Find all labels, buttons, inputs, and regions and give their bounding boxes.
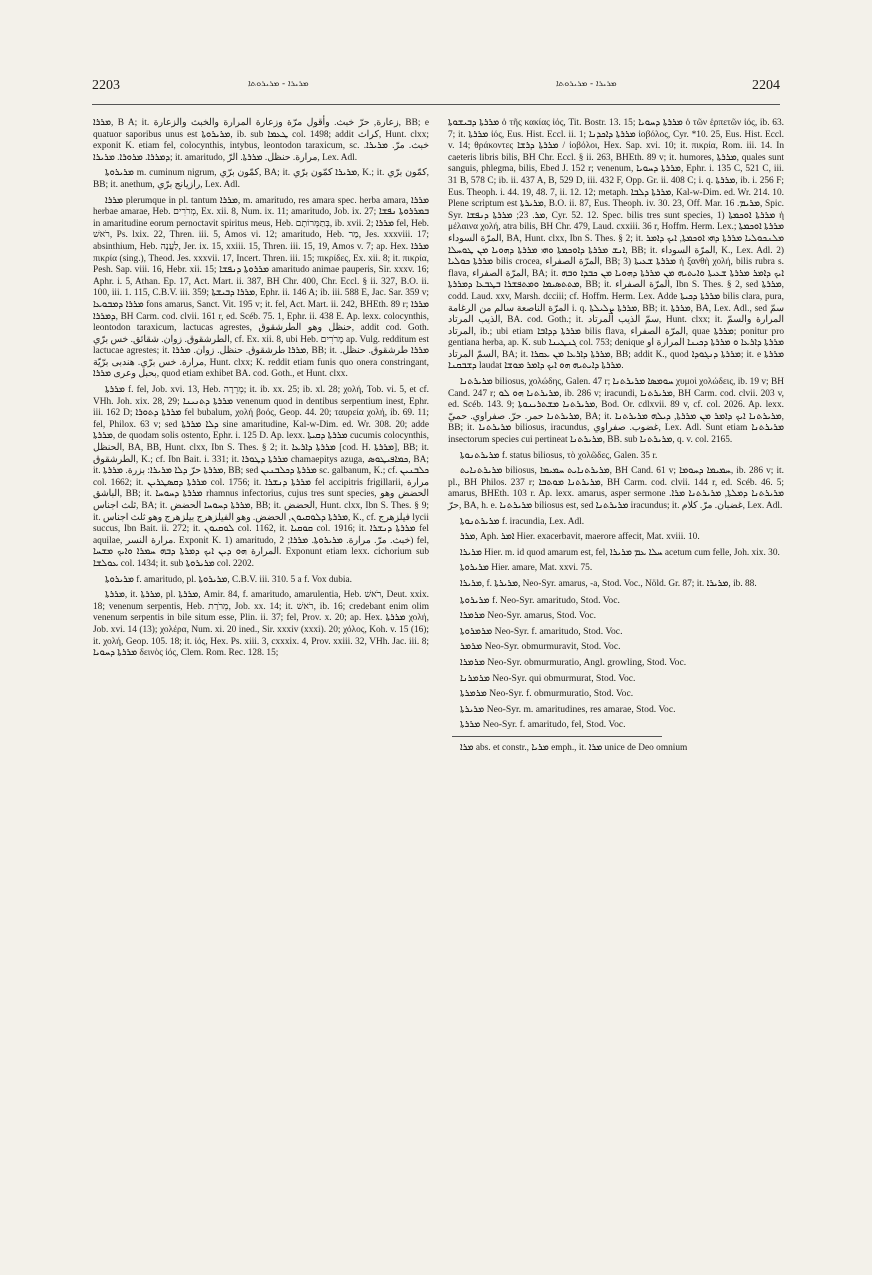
neo-entry: ܡܪܝܪܘܬܐ f. Neo-Syr. amaritudo, Stod. Voc. bbox=[460, 594, 620, 606]
entry-paragraph: ܡܪܝܪܘܬܐ f. amaritudo, pl. ܡܪܝܪܘܬܐ, C.B.V. iii. 310. 5 a f. Vox dubia. bbox=[105, 574, 352, 585]
left-column bbox=[93, 118, 429, 664]
neo-entry: ܡܪܡܪܐ Neo-Syr. obmurmuratio, Angl. growling, Stod. Voc. bbox=[460, 656, 687, 668]
entry-paragraph: ܡܪܝܪܬܢܘܬܐ f. iracundia, Lex. Adl. bbox=[460, 516, 585, 527]
neo-entry: ܡܪܡܪܘܬܐ Neo-Syr. f. amaritudo, Stod. Voc. bbox=[460, 625, 623, 637]
neo-entry: ܡܪܡܪ Neo-Syr. obmurmuravit, Stod. Voc. bbox=[460, 641, 621, 653]
neo-entry: ܡܪܝܪܬܐ Neo-Syr. m. amaritudines, res amarae, Stod. Voc. bbox=[460, 703, 676, 715]
entry-paragraph: ܡܪܪܐ, B A; it. زعارة, حرّ خبث. وأقول مرّة وزعارة المرارة والخبث والزعارة, BB; e quatuor saporibus unus est ܡܪܝܪܘܬܐ, ib. sub ܛܥܡܐ col. 1498; addit كراث, Hunt. clxx; exponit K. etiam fel, colocynthis, intybus, leontodon taraxicum, sc. خبث. مرّ. ܡܪܝܪܐ. ܕܡܪܪܐ. ܡܪܘܪܐ. ܡܪܝܪܐ; it. amaritudo, مرارة. حنظل. ܡܪܪܬܐ. الرّ, Lex. Adl. bbox=[93, 118, 429, 163]
entry-paragraph: ܡܪܝܪܘܬܐ m. cuminum nigrum, كمّون برّي, BA; it. ܡܪܝܪܐ كمّون برّي, K.; it. كمّون برّي, BB; it. anethum, رازيانج برّي, Lex. Adl. bbox=[93, 168, 429, 190]
neo-entry: ܡܪܡܪܐ Neo-Syr. amarus, Stod. Voc. bbox=[460, 610, 597, 622]
right-column bbox=[448, 118, 784, 759]
entry-paragraph: ܡܪܝܪܘܬܐ Hier. amare, Mat. xxvi. 75. bbox=[460, 563, 593, 574]
entry-paragraph: ܡܪܪܐ plerumque in pl. tantum ܡܪܪܐ, m. amaritudo, res amara spec. herba amara, ܡܪܪܐ herbae amarae, Heb. מְרֹרִים, Ex. xii. 8, Num. ix. 11; amaritudo, Job. ix. 27; ܒܡܪܪܘܬܐ ܢܦܫܐ in amaritudine eorum pernoctavit spiritus meus, Heb. בְּתַמְּרוֹתָם, ib. xvii. 2; ܡܪܪܐ fel, Heb. רֹאשׁ, Ps. lxix. 22, Thren. iii. 5, Amos vi. 12; amaritudo, Heb. מַר, Jes. xxxviii. 17; absinthium, Heb. לַעֲנָה, Jer. ix. 15, xxiii. 15, Thren. iii. 15, 19, Amos v. 7; ap. Hex. ܡܪܪܐ πικρία (sing.), Theod. Jes. xxxvii. 17, Incert. Thren. iii. 15; πικρίδες, Ex. xii. 8; it. πικρία, Pesh. Sap. viii. 16, Hebr. xii. 15; ܡܪܪܘܬܐ ܕܢܦܫܐ amaritudo animae pauperis, Sir. xxxv. 16; Aphr. i. 5, Athan. Ep. 17, Act. Mart. ii. 387, BH Chr. 400, Chr. Eccl. § ii. 327, B.O. ii. 100, iii. 1. 115, C.B.V. iii. 359; ܡܪܪܐ ܕܒܝܫܬܐ, Ephr. ii. 146 A; ib. iii. 588 E, Jac. Sar. 359 v; ܡܪܪܐ ܕܡܒܘܥܐ fons amarus, Sanct. Vit. 195 v; it. fel, Act. Mart. ii. 242, BHEth. 89 r; ܡܪܪܐ ܕܡܪܪܐ, BH Carm. cod. clvii. 161 r, ed. Scéb. 75. 1, Ephr. ii. 438 E. Ap. lexx. colocynthis, leontodon taraxicum, lactucas agrestes, حنظل وهو الطرشقوق, addit cod. Goth. الطرشقوق. زوان. شقائق. خس برّي, cf. Ex. xii. 8, ubi Heb. מְרֹרִים ap. Vulg. redditum est lactucae agrestes; it. ܡܪܪܐ طرشقوق. حنظل. زوان. ܡܪܪܐ, BB; it. ܡܪܪܐ طرشقوق. حنظل. مرارة. خس برّي. هندبى برّيّة, Hunt. clxx; K. reddit etiam funis quo onera constringant, بحبل وعرى ܡܪܪܐ, quod etiam exhibet BA. cod. Goth., et Hunt. clxx. bbox=[93, 195, 430, 380]
entry-paragraph: ܡܪܝܪܬܢܐ biliosus, χολώδης, Galen. 47 r; ܚܘܡܣܐ ܡܪܝܪܬܢܐ χυμοὶ χολώδεις, ib. 19 v; BH Cand. 247 r; ܡܪܝܪܬܢܐ ܗܘ ܠܘ, ib. 286 v; iracundi, ܡܪܝܪܬܢܐ, BH Carm. cod. clvii. 203 v, ed. Scéb. 143. 9; ܡܪܝܪܬܢܐ ܡܫܬܪܝܢܘܬܐ, Bod. Or. cdlxvii. 89 v, cf. col. 2026. Ap. lexx. ܡܪܝܪܬܢܐ حمر. حرّ. صفراوي. حميّ, BA; it. ܡܪܝܪܬܢܐ ܐܝܟ ܕܐܡܪ ܡܢ ܡܪܪܬܐ, ܕܝܠܗ ܡܪܝܪܬܢܐ, BB; it. ܡܪܝܪܬܢܐ biliosus, iracundus, غضوب. صفراوي, Lex. Adl. Sunt etiam ܡܪܝܪܬܢܐ insectorum species cui pertineat ܡܪܝܪܬܢܐ, BB. sub ܡܪܝܪܬܢܐ, q. v. col. 2165. bbox=[448, 377, 784, 446]
left-page-number: 2203 bbox=[92, 78, 120, 93]
entry-paragraph: ܡܪܝܪܬܢܐܝܬ biliosus, ܡܪܝܪܬܢܐܝܬ ܚܡܝܡܐ, BH Cand. 61 v; ܚܡܝܡܐ ܕܚܘܡܐ, ib. 286 v; it. pl., BH Philos. 237 r; ܡܪܝܪܬܢܐ ܡܘܬܒܐ, BH Carm. cod. clvii. 144 r, ed. Scéb. 46. 5; amarus, BHEth. 103 r. Ap. lexx. amarus, asper sermone ܡܪܝܪܬܢܐ ܕܡܠܬܐ, ܡܪܝܪܬܢܐ ܡܪܐ. حرّ, BA, h. e. ܡܪܝܪܬܢܐ biliosus est, sed ܡܪܝܪܬܢܐ iracundus; it. غضبان. مرّ. كلام, Lex. Adl. bbox=[448, 466, 784, 511]
page-header bbox=[92, 78, 780, 100]
right-running-title: ܡܪܝܪܐ - ܡܪܝܪܘܬܐ bbox=[556, 79, 617, 89]
right-page-number: 2204 bbox=[752, 78, 780, 93]
entry-paragraph: ܡܪܪܬܐ f. fel, Job. xvi. 13, Heb. מְרֵרָה; it. ib. xx. 25; ib. xl. 28; χολή, Tob. vi. 5, et cf. VHh. Joh. xix. 28, 29; ܡܪܪܬܐ ܕܬܢܝܢܐ venenum quod in dentibus serpentium inest, Ephr. iii. 162 D; ܡܪܪܬܐ ܕܬܘܪܐ fel bubalum, χολή βοός, Geop. 44. 20; ταυρεία χολή, ib. 69. 11; fel, Philox. 63 v; sed ܕܠܐ ܡܪܪܬܐ sine amaritudine, Kal-w-Dim. ed. Wr. 308. 20; adde ܡܪܪܬܐ, de quodam solis ostento, Ephr. i. 125 D. Ap. lexx. ܡܪܪܬܐ ܕܩܝܬܐ cucumis colocynthis, الحنظل, BA, BB, Hunt. clxx, Ibn S. Thes. § 2; it. ܡܪܪܬܐ ܕܐܪܥܐ [cod. H. ܡܪܪܬܐ], BB; it. الطرشقوق, K.; cf. Ibn Bait. i. 331; it. ܡܪܪܬܐ ܕܛܘܪܐ chamaepitys azuga, ܟܡܐܦܝܛܘܣ, BA; it. ܡܪܪܬܐ حرّ ܕܠܐ ܡܪܝܪܐ: بزرة. ܡܪܪܬܐ, BB; sed ܡܪܪܬܐ ܕܟܠܒܢܝܢ sc. galbanum, K.; cf. ܟܠܒܢܝܢ col. 1662; it. ܡܪܪܬܐ ܕܩܣܛܪܝܢ col. 1756; it. ܡܪܪܬܐ ܕܢܫܪܐ fel accipitris frigillarii, مرارة الباشق, BB; it. ܡܪܪܬܐ ܕܚܘܚܐ rhamnus infectorius, cujus tres sunt species, الحضض وهو ثلث اجناس, BA; it. ܡܪܪܬܐ ܕܚܘܚܐ الحضض, BB; it. الحضض, Hunt. clxx, Ibn S. Thes. § 9; it. ܡܪܪܬܐ ܕܠܘܩܝܘܢ, الحضض. وهو الفيلزهرج بيلزهرج وهو ثلث اجناس, K., cf. فيلزهرج lycii succus, Ibn Bait. ii. 272; it. ܠܘܩܝܘܢ col. 1162, it. ܩܘܩܝܐ col. 1916; it. ܡܪܪܬܐ ܕܢܫܪܐ fel aquilae, مرارة النسر. Exponit K. 1) amaritudo, خبث. مرّ. مرارة. ܡܪܝܪܘܬܐ. ܡܪܪܐ; 2) fel, المرارة ܗܘ ܕܝܢ ܐܝܟ ܕܡܪܬܐ ܕܒܗ ܚܡܪܐ ܘܐܝܟ ܡܫܚܐ. Exponunt etiam lexx. cichorium sub ܥܘܠܫܐ col. 1434; it. sub ܡܪܝܪܘܬܐ col. 2202. bbox=[93, 385, 430, 569]
header-rule bbox=[92, 104, 780, 105]
neo-entry: ܡܪܡܪܢܐ Neo-Syr. qui obmurmurat, Stod. Voc. bbox=[460, 672, 636, 684]
entry-paragraph: ܡܪܝܪܐ, f. ܡܪܝܪܬܐ, Neo-Syr. amarus, -a, Stod. Voc., Nöld. Gr. 87; it. ܡܪܝܪܐ, ib. 88. bbox=[460, 578, 757, 589]
entry-paragraph: ܡܪܝܪܬܢܘܬܐ f. status biliosus, τὸ χολῶδες, Galen. 35 r. bbox=[460, 450, 658, 461]
entry-paragraph: ܡܪܝܪܐ Hier. m. id quod amarum est, fel, ܚܠܐ ܥܡ ܡܪܝܪܐ acetum cum felle, Joh. xix. 30. bbox=[460, 547, 780, 558]
neo-entry: ܡܪܪܬܐ Neo-Syr. f. amaritudo, fel, Stod. Voc. bbox=[460, 719, 626, 731]
entry-paragraph: ܡܪܪ, Aph. ܐܡܪ Hier. exacerbavit, maerore affecit, Mat. xviii. 10. bbox=[460, 532, 700, 543]
neo-entry: ܡܪܡܪܬܐ Neo-Syr. f. obmurmuratio, Stod. Voc. bbox=[460, 688, 634, 700]
entry-paragraph: ܡܪܪܬܐ ܕܒܝܫܘܬܐ ὁ τῆς κακίας ἰός, Tit. Bostr. 13. 15; ܡܪܪܬܐ ܕܚܘܝܐ ὁ τῶν ἑρπετῶν ἰός, ib. 63. 7; it. ܡܪܪܬܐ ἰός, Eus. Hist. Eccl. ii. 1; ܡܪܪܬܐ ܕܐܟܕܢܐ ἰοβόλος, Cyr. *10. 25, Eus. Hist. Eccl. v. 14; θράκοντες ܡܪܪܬܐ ܕܪܫܐ / ἰοβόλοι, Hex. Sap. xvi. 10; it. πικρία, Rom. iii. 14. In caeteris libris bilis, BH Chr. Eccl. § ii. 263, BHEth. 89 v; it. humores, ܡܪܪܬܐ, quales sunt sanguis, phlegma, bilis, Ebed J. 152 r; venenum, ܡܪܪܬܐ ܕܚܘܝܐ, Ephr. i. 135 C, 521 C, iii. 31 B, 578 C; ib. ii. 437 A, B, 529 D, iii. 432 F, Opp. Gr. ii. 408 C; i. q. ܡܪܪܬܐ, ib. i. 256 F; Eus. Theoph. i. 44. 19, 48. 7, ii. 12. 12; metaph. ܡܪܪܬܐ ܕܠܒܐ, Kal-w-Dim. ed. Wr. 214. 10. Plene scriptum est ܡܪܝܪܬܐ, B.O. ii. 87, Eus. Theoph. iv. 30. 23, Off. Mar. ܡܪܝܡ. 16, Spic. Syr. ܡܪ. 23; ܡܪܪܬܐ ܕܢܦܫܐ, Cyr. 52. 12. Spec. bilis tres sunt species, 1) ܡܪܪܬܐ ܐܘܟܡܬܐ ἡ μέλαινα χολή, atra bilis, BH Chr. 479, Laud. cxxiii. 36 r, Hoffm. Herm. Lex.; ܡܪܪܬܐ ܐܘܟܡܬܐ المرّة السوداء, BA, Hunt. clxx, Ibn S. Thes. § 2; it. ܡܠܢܟܘܠܝܐ ܡܪܪܬܐ ܕܗܝ ܐܘܟܡܬܐ, ܐܝܟ ܕܐܡܪ ܐܢܫ ܡܪܪܬܐ ܕܐܘܟܡܬܐ ܘܗܝ ܡܪܪܬܐ ܕܗܘܝܐ ܡܢ ܛܘܚܠܐ, BB; it. المرّة السوداء, K., Lex. Adl. 2) ܡܪܪܬܐ ܟܘܠܝܐ bilis crocea, المرّة الصفراء, BB; 3) ܡܪܪܬܐ ܫܥܝܬܐ ἡ ξανθὴ χολή, bilis rubra s. flava, المرّة الصفراء, BA; it. ܐܝܟ ܕܐܡܪ ܡܪܪܬܐ ܫܥܝܬܐ ܘܐܝܬܝܗ ܡܢ ܡܪܪܬܐ ܕܗܘܝܐ ܡܢ ܟܒܕܐ ܘܒܗ ܡܬܬܣܝܡܐ ܘܡܬܦܫܪܐ ܒܛܒܥܐ ܕܡܪܪܬܐ, BB; it. المرّة الصفراء, Ibn S. Thes. § 2, sed ܡܪܪܬܐ, codd. Laud. xxv, Marsh. dcciii; cf. Hoffm. Herm. Lex. Adde ܡܪܪܬܐ ܕܟܝܬܐ bilis clara, pura, المرّة الناصعة سالم من الرغامة i. q. ܡܪܪܬܐ ܨܠܝܠܬܐ, BB; it. ܡܪܪܬܐ, BA, Lex. Adl., sed سمّ الذيب المرتاد, BA. cod. Goth.; it. سمّ الذيب المرتاد, Hunt. clxx; it. المرارة والسمّ المرتاد, ib.; ubi etiam ܡܪܪܬܐ ܕܕܐܒܐ bilis flava, المرّة الصفراء, quae ܡܪܪܬܐ; ponitur pro gentiana herba, ap. K. sub ܓܢܛܝܢܐ col. 753; denique ܡܪܪܬܐ ܕܐܪܥܐ ܘ ܡܪܪܬܐ ܕܟܝܢܐ المرارة او السمّ المرتاد, BA; it. ܡܪܪܬܐ ܕܐܪܥܐ ܡܢ ܥܩܪܐ, BB; addit K., quod ܡܪܪܬܐ ܕܢܓܘܕܐ; it. e ܡܪܪܬܐ ܕܫܒܩܢܐ laudat ܡܪܪܬܐ ܕܐܝܬܝܗ ܗܘ ܐܝܟ ܕܐܡܪ ܡܘܫܐ. bbox=[448, 118, 785, 372]
left-running-title: ܡܪܝܪܐ - ܡܪܝܪܘܬܐ bbox=[248, 79, 309, 89]
entry-paragraph: ܡܪܐ abs. et constr., ܡܪܝܐ emph., it. ܡܪܐ unice de Deo omnium bbox=[460, 742, 688, 753]
entry-paragraph: ܡܪܪܬܐ, it. ܡܪܪܬܐ, pl. ܡܪܪܬܐ, Amir. 84, f. amaritudo, amarulentia, Heb. רֹאשׁ, Deut. xxix. 18; venenum serpentis, Heb. מְרֹרַת, Job. xx. 14; it. רֹאשׁ, ib. 16; credebant enim olim venenum serpentis in bile situm esse, Plin. ii. 37; fel, Prov. x. 20; ap. Hex. ܡܪܪܬܐ χολή, Job. xvi. 14 (13); χολέρα, Num. xi. 20 ined., Sir. xxxiv (xxxi). 20; χόλος, Koh. v. 15 (16); it. χολή, Geop. 105. 18; it. ἰός, Hex. Ps. xiii. 3, cxxxix. 4, Prov. xxiii. 32, VHh. Jac. iii. 8; ܡܪܪܬܐ ܕܚܘܝܐ δεινὸς ἰός, Clem. Rom. Rec. 128. 15; bbox=[93, 590, 429, 659]
section-divider bbox=[452, 736, 662, 737]
